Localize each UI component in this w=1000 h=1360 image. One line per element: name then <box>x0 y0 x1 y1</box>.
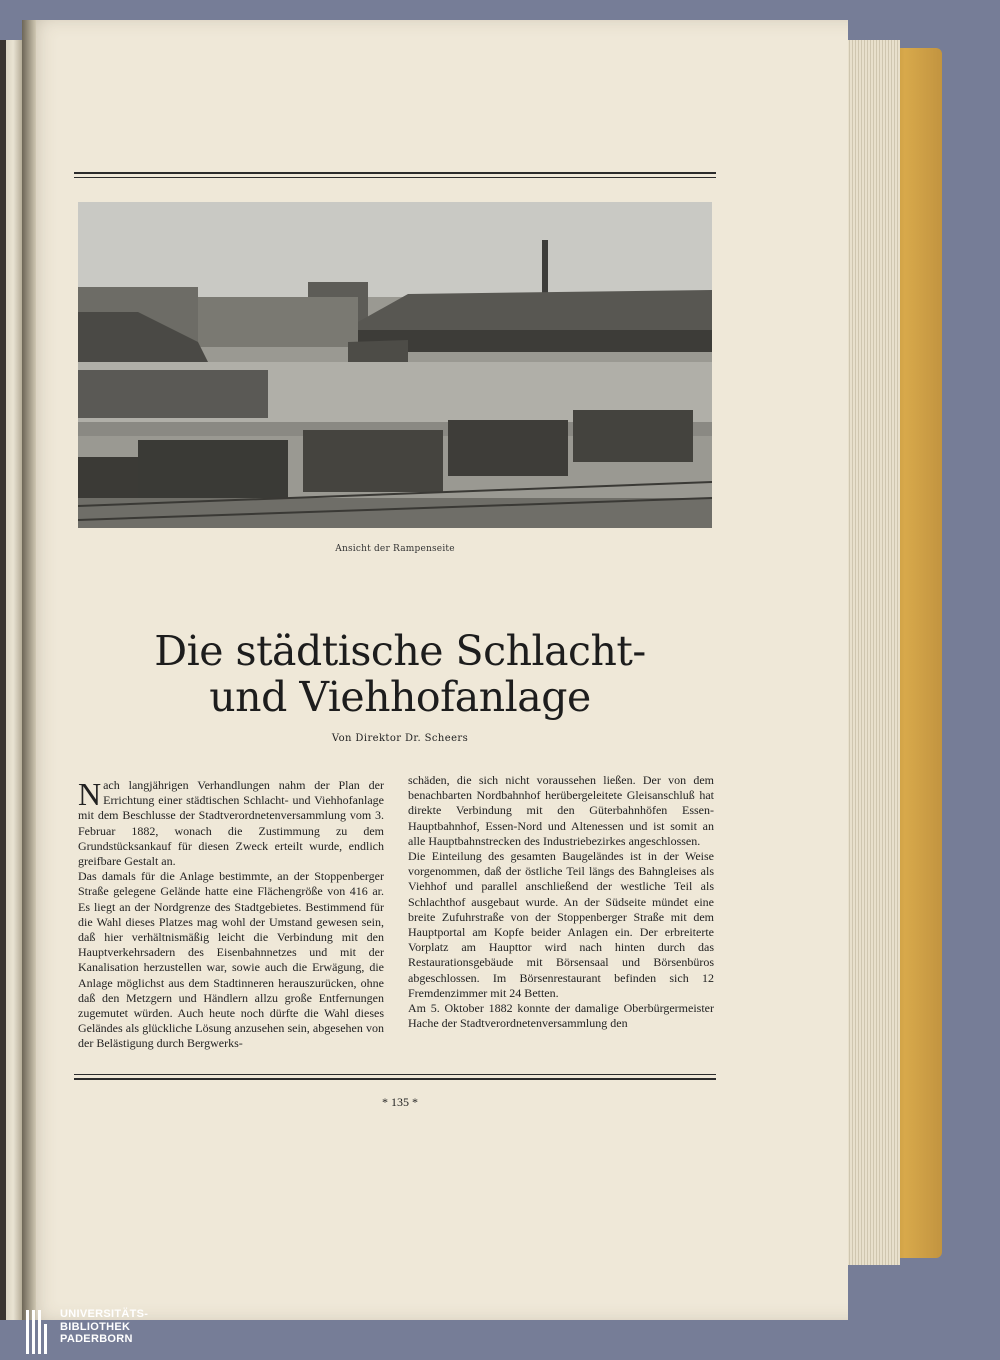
top-rule-thin <box>74 177 716 178</box>
text-column-left <box>78 778 384 1052</box>
photo-rampenseite <box>78 202 712 528</box>
bottom-rule <box>74 1078 716 1080</box>
title-line-1: Die städtische Schlacht- <box>154 627 646 675</box>
photo-caption: Ansicht der Rampenseite <box>335 544 455 554</box>
paragraph: Die Einteilung des gesamten Baugeländes ist in der Weise vorgenommen, daß der östliche Teil längs des Bahngleises als Viehhof und parallel anschließend der westliche Teil als Schlachthof ausgebaut wurde. An der Südseite mündet eine breite Zufuhrstraße von der Stoppenberger Straße mit dem Hauptportal am Kopfe beider Anlagen ein. Der erbreiterte Vorplatz am Haupttor wird nach hinten durch das Restaurationsgebäude mit Börsensaal und Börsenbüros abgeschlossen. Im Börsenrestaurant befinden sich 12 Fremdenzimmer mit 24 Betten. <box>408 849 714 1000</box>
logo-text <box>60 1308 148 1346</box>
page-number: * 135 * <box>382 1095 418 1109</box>
logo-line-2: BIBLIOTHEK <box>60 1320 131 1333</box>
paragraph: Das damals für die Anlage bestimmte, an der Stoppenberger Straße gelegene Gelände hatte eine Flächengröße von 416 ar. Es liegt an der Nordgrenze des Stadtgebietes. Bestimmend für die Wahl dieses Platzes mag wohl der Umstand gewesen sein, daß hier verhältnismäßig leicht die Verbindung mit den Hauptverkehrsadern des Eisenbahnnetzes und mit der Kanalisation herzustellen war, sowie auch die Erwägung, die Anlage möglichst aus dem Stadtinneren herauszurücken, ohne daß den Metzgern und Händlern allzu große Entfernungen zugemutet würden. Auch heute noch dürfte die Wahl dieses Geländes als glückliche Lösung anzusehen sein, abgesehen von der Belästigung durch Bergwerks- <box>78 869 384 1051</box>
title-line-2: und Viehhofanlage <box>209 673 591 721</box>
logo-bars-icon <box>26 1310 60 1354</box>
binding-shadow <box>0 40 6 1320</box>
photo-illustration <box>78 202 712 528</box>
library-logo <box>20 1308 220 1358</box>
page-gutter <box>22 20 36 1320</box>
paragraph <box>78 778 384 869</box>
paragraph: schäden, die sich nicht voraussehen ließen. Der von dem benachbarten Nordbahnhof herübergeleitete Gleisanschluß hat direkte Verbindung mit den Güterbahnhöfen Essen-Hauptbahnhof, Essen-Nord und Altenessen und ist somit an alle Hauptbahnstrecken des Industriebezirkes angeschlossen. <box>408 773 714 848</box>
byline: Von Direktor Dr. Scheers <box>331 733 469 744</box>
paragraph: Am 5. Oktober 1882 konnte der damalige Oberbürgermeister Hache der Stadtverordnetenversammlung den <box>408 1001 714 1031</box>
bottom-rule-thin <box>74 1074 716 1075</box>
logo-line-3: PADERBORN <box>60 1333 133 1345</box>
drop-cap: N <box>78 776 102 812</box>
article-title <box>120 628 680 720</box>
paragraph-text: ach langjährigen Verhandlungen nahm der Plan der Errichtung einer städtischen Schlacht- und Viehhofanlage mit dem Beschlusse der Stadtverordnetenversammlung vom 3. Februar 1882, wonach die Zustimmung zu dem Grundstücksankauf für diesen Zweck erteilt wurde, endlich greifbare Gestalt an. <box>78 778 384 869</box>
top-rule <box>74 172 716 174</box>
text-column-right <box>408 773 714 1031</box>
logo-line-1: UNIVERSITÄTS- <box>60 1308 149 1320</box>
